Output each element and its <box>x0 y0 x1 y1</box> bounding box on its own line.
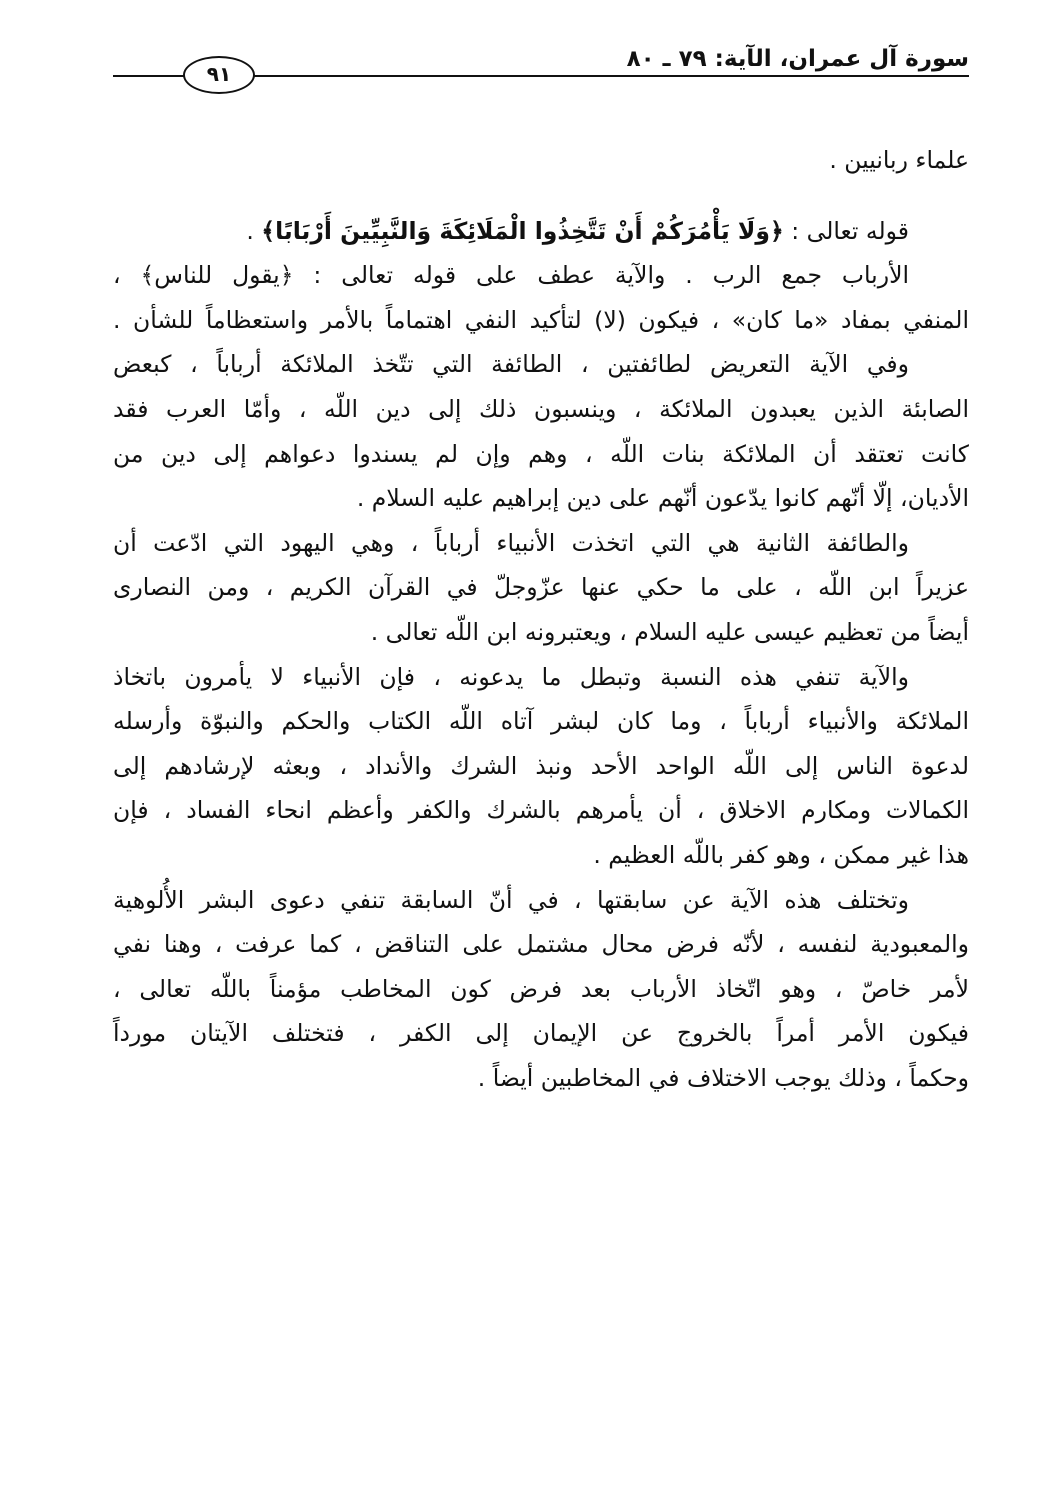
page-number: ٩١ <box>183 56 255 94</box>
verse-intro: قوله تعالى : <box>783 216 909 245</box>
text-line: علماء ربانيين . <box>829 146 969 174</box>
text-line: وحكماً ، وذلك يوجب الاختلاف في المخاطبين أيضاً . <box>477 1063 969 1092</box>
paragraph-negation <box>113 655 969 878</box>
text-line: الأرباب جمع الرب . والآية عطف على قوله تعالى : ﴿يقول للناس﴾ ، <box>113 261 909 290</box>
paragraph-difference <box>113 878 969 1101</box>
verse-end: . <box>246 216 262 245</box>
text-line: الصابئة الذين يعبدون الملائكة ، وينسبون ذلك إلى دين اللّه ، وأمّا العرب فقد <box>113 394 969 423</box>
text-line: فيكون الأمر أمراً بالخروج عن الإيمان إلى الكفر ، فتختلف الآيتان مورداً <box>113 1019 969 1048</box>
body-text <box>113 138 969 1100</box>
text-line: والطائفة الثانية هي التي اتخذت الأنبياء أرباباً ، وهي اليهود التي ادّعت أن <box>113 528 909 557</box>
spacer <box>113 183 969 209</box>
page-header <box>113 40 969 84</box>
paragraph-arbab <box>113 253 969 342</box>
text-line: أيضاً من تعظيم عيسى عليه السلام ، ويعتبرونه ابن اللّه تعالى . <box>370 617 969 646</box>
text-line: والمعبودية لنفسه ، لأنّه فرض محال مشتمل على التناقض ، كما عرفت ، وهنا نفي <box>113 930 969 959</box>
text-line: الكمالات ومكارم الاخلاق ، أن يأمرهم بالشرك والكفر وأعظم انحاء الفساد ، فإن <box>113 796 969 825</box>
text-line: الملائكة والأنبياء أرباباً ، وما كان لبشر آتاه اللّه الكتاب والحكم والنبوّة وأرسله <box>113 707 969 736</box>
text-line <box>113 209 969 254</box>
text-line: وفي الآية التعريض لطائفتين ، الطائفة التي تتّخذ الملائكة أرباباً ، كبعض <box>113 350 909 379</box>
quran-verse: ﴿وَلَا يَأْمُرَكُمْ أَنْ تَتَّخِذُوا الْمَلَائِكَةَ وَالنَّبِيِّينَ أَرْبَابًا﴾ <box>261 216 784 245</box>
text-line: المنفي بمفاد «ما كان» ، فيكون (لا) لتأكيد النفي اهتماماً بالأمر واستعظاماً للشأن . <box>113 305 969 334</box>
paragraph-two-groups <box>113 342 969 520</box>
text-line: عزيراً ابن اللّه ، على ما حكي عنها عزّوجلّ في القرآن الكريم ، ومن النصارى <box>113 573 969 602</box>
running-title: سورة آل عمران، الآية: ٧٩ ـ ٨٠ <box>626 46 969 72</box>
text-line: كانت تعتقد أن الملائكة بنات اللّه ، وهم وإن لم يسندوا دعواهم إلى دين من <box>113 439 969 468</box>
paragraph-verse <box>113 209 969 254</box>
text-line: لدعوة الناس إلى اللّه الواحد الأحد ونبذ الشرك والأنداد ، وبعثه لإرشادهم إلى <box>113 751 969 780</box>
text-line: هذا غير ممكن ، وهو كفر باللّه العظيم . <box>593 840 969 869</box>
text-line: وتختلف هذه الآية عن سابقتها ، في أنّ السابقة تنفي دعوى البشر الأُلوهية <box>113 885 909 914</box>
text-line: والآية تنفي هذه النسبة وتبطل ما يدعونه ، فإن الأنبياء لا يأمرون باتخاذ <box>113 662 909 691</box>
text-line: الأديان، إلّا أنّهم كانوا يدّعون أنّهم على دين إبراهيم عليه السلام . <box>356 484 969 513</box>
paragraph-0 <box>113 138 969 183</box>
paragraph-second-group <box>113 521 969 655</box>
text-line: لأمر خاصّ ، وهو اتّخاذ الأرباب بعد فرض كون المخاطب مؤمناً باللّه تعالى ، <box>113 974 969 1003</box>
